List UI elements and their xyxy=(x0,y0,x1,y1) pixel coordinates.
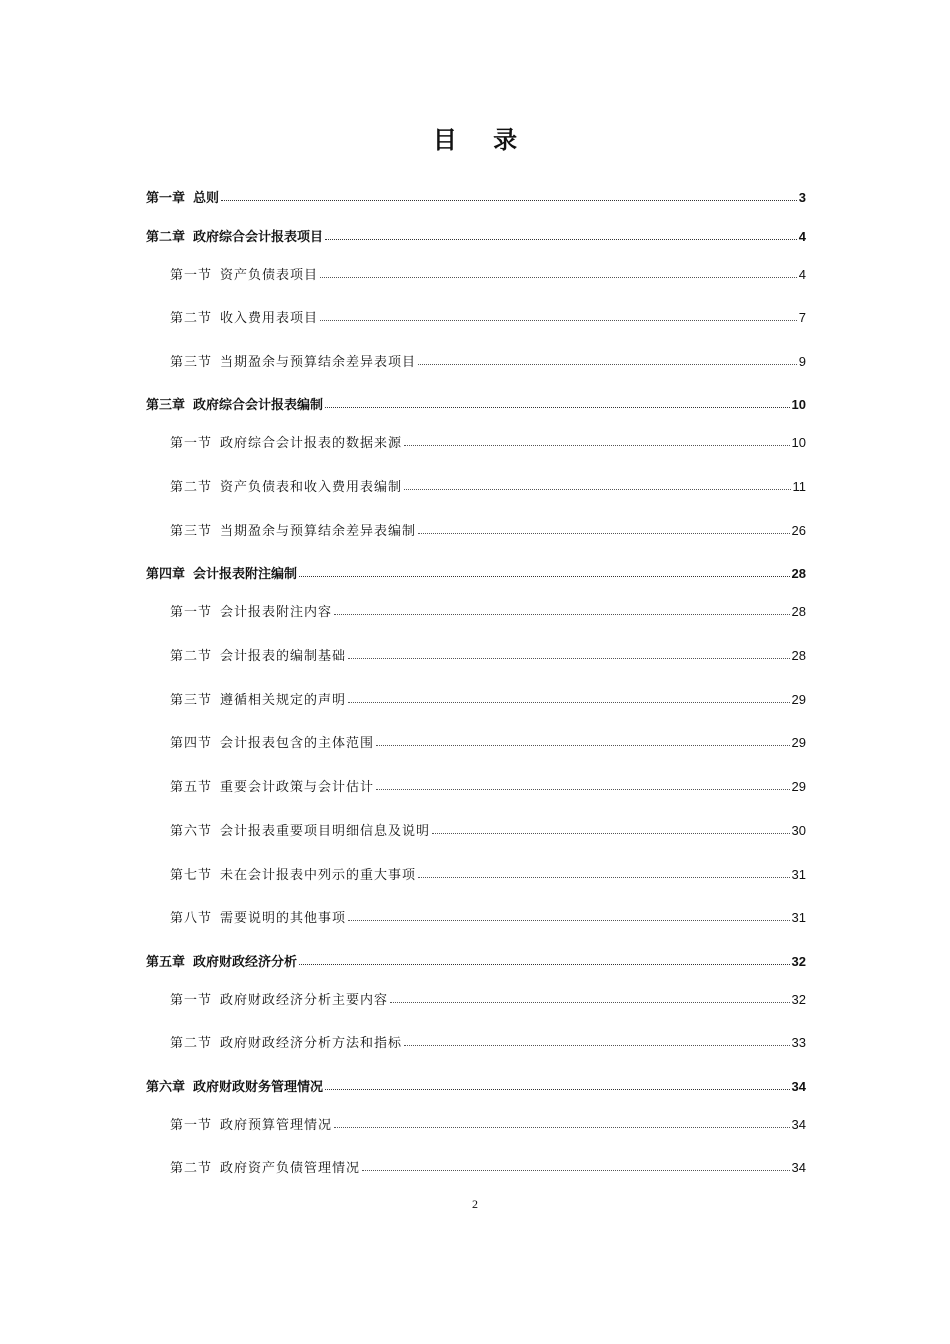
toc-entry-page: 28 xyxy=(791,604,806,619)
dot-leader xyxy=(299,564,790,578)
toc-entry-number: 第五节 xyxy=(170,780,213,795)
toc-entry-section[interactable] xyxy=(170,352,806,372)
toc-entry-number: 第二节 xyxy=(170,1036,213,1051)
toc-entry-page: 31 xyxy=(791,910,806,925)
toc-entry-text: 政府预算管理情况 xyxy=(220,1118,333,1133)
toc-entry-section[interactable] xyxy=(170,1115,806,1135)
toc-entry-label xyxy=(170,909,346,929)
dot-leader xyxy=(432,821,790,835)
dot-leader xyxy=(334,1115,790,1129)
toc-entry-page: 31 xyxy=(791,867,806,882)
toc-entry-text: 需要说明的其他事项 xyxy=(220,911,347,926)
dot-leader xyxy=(376,733,790,747)
toc-entry-label xyxy=(146,565,297,585)
dot-leader xyxy=(404,1033,790,1047)
toc-entry-label xyxy=(170,822,430,842)
dot-leader xyxy=(325,227,797,241)
toc-entry-label xyxy=(170,647,346,667)
toc-entry-number: 第二节 xyxy=(170,649,213,664)
toc-entry-section[interactable] xyxy=(170,433,806,453)
toc-entry-label xyxy=(170,603,332,623)
toc-entry-page: 11 xyxy=(792,479,806,494)
toc-entry-text: 当期盈余与预算结余差异表编制 xyxy=(220,524,417,539)
toc-entry-section[interactable] xyxy=(170,602,806,622)
toc-entry-label xyxy=(170,1034,402,1054)
toc-entry-page: 29 xyxy=(791,692,806,707)
toc-entry-label xyxy=(170,353,416,373)
toc-entry-number: 第二节 xyxy=(170,480,213,495)
toc-entry-page: 32 xyxy=(791,992,806,1007)
toc-entry-label xyxy=(170,478,402,498)
toc-entry-page: 34 xyxy=(791,1117,806,1132)
dot-leader xyxy=(418,352,797,366)
toc-entry-section[interactable] xyxy=(170,821,806,841)
toc-entry-number: 第二节 xyxy=(170,311,213,326)
toc-entry-text: 政府综合会计报表项目 xyxy=(193,230,324,245)
toc-entry-number: 第三节 xyxy=(170,693,213,708)
dot-leader xyxy=(362,1158,790,1172)
toc-entry-page: 33 xyxy=(791,1035,806,1050)
dot-leader xyxy=(221,188,797,202)
toc-entry-number: 第四章 xyxy=(146,567,186,582)
toc-entry-text: 总则 xyxy=(193,191,220,206)
toc-entry-number: 第四节 xyxy=(170,736,213,751)
toc-entry-section[interactable] xyxy=(170,521,806,541)
toc-entry-page: 9 xyxy=(798,354,806,369)
toc-entry-text: 收入费用表项目 xyxy=(220,311,319,326)
toc-entry-number: 第六节 xyxy=(170,824,213,839)
toc-entry-text: 政府财政经济分析主要内容 xyxy=(220,993,389,1008)
toc-entry-number: 第一节 xyxy=(170,436,213,451)
toc-entry-number: 第五章 xyxy=(146,955,186,970)
toc-entry-page: 3 xyxy=(798,190,806,205)
toc-entry-number: 第三章 xyxy=(146,398,186,413)
dot-leader xyxy=(404,477,790,491)
toc-entry-label xyxy=(170,991,388,1011)
dot-leader xyxy=(325,395,790,409)
toc-entry-section[interactable] xyxy=(170,777,806,797)
toc-entry-chapter[interactable] xyxy=(146,227,806,247)
dot-leader xyxy=(390,990,790,1004)
toc-entry-section[interactable] xyxy=(170,908,806,928)
toc-entry-text: 会计报表重要项目明细信息及说明 xyxy=(220,824,431,839)
toc-entry-page: 32 xyxy=(791,954,806,969)
toc-entry-page: 29 xyxy=(791,735,806,750)
toc-entry-page: 30 xyxy=(791,823,806,838)
toc-entry-label xyxy=(170,309,318,329)
dot-leader xyxy=(376,777,790,791)
toc-entry-page: 10 xyxy=(791,397,806,412)
toc-entry-number: 第一章 xyxy=(146,191,186,206)
toc-title: 目 录 xyxy=(432,126,532,154)
toc-entry-label xyxy=(170,1116,332,1136)
dot-leader xyxy=(418,865,790,879)
toc-entry-page: 26 xyxy=(791,523,806,538)
toc-entry-section[interactable] xyxy=(170,477,806,497)
toc-entry-page: 7 xyxy=(798,310,806,325)
toc-entry-number: 第三节 xyxy=(170,524,213,539)
toc-entry-page: 34 xyxy=(791,1079,806,1094)
toc-entry-chapter[interactable] xyxy=(146,1077,806,1097)
dot-leader xyxy=(348,646,790,660)
toc-entry-label xyxy=(146,396,323,416)
dot-leader xyxy=(299,952,790,966)
dot-leader xyxy=(348,690,790,704)
toc-entry-text: 政府财政财务管理情况 xyxy=(193,1080,324,1095)
dot-leader xyxy=(334,602,790,616)
toc-entry-text: 当期盈余与预算结余差异表项目 xyxy=(220,355,417,370)
toc-entry-number: 第六章 xyxy=(146,1080,186,1095)
toc-entry-label xyxy=(146,1078,323,1098)
toc-entry-number: 第一节 xyxy=(170,993,213,1008)
toc-entry-section[interactable] xyxy=(170,990,806,1010)
dot-leader xyxy=(325,1077,790,1091)
toc-entry-page: 34 xyxy=(791,1160,806,1175)
toc-entry-text: 资产负债表项目 xyxy=(220,268,319,283)
toc-entry-label xyxy=(170,691,346,711)
toc-entry-number: 第一节 xyxy=(170,605,213,620)
toc-entry-section[interactable] xyxy=(170,865,806,885)
toc-entry-text: 政府财政经济分析方法和指标 xyxy=(220,1036,403,1051)
toc-entry-section[interactable] xyxy=(170,690,806,710)
toc-entry-chapter[interactable] xyxy=(146,395,806,415)
toc-entry-text: 会计报表附注内容 xyxy=(220,605,333,620)
toc-entry-label xyxy=(170,434,402,454)
toc-entry-text: 资产负债表和收入费用表编制 xyxy=(220,480,403,495)
dot-leader xyxy=(418,521,790,535)
toc-entry-text: 会计报表包含的主体范围 xyxy=(220,736,375,751)
toc-entry-text: 政府资产负债管理情况 xyxy=(220,1161,361,1176)
toc-entry-page: 4 xyxy=(798,229,806,244)
dot-leader xyxy=(404,433,790,447)
toc-entry-page: 10 xyxy=(791,435,806,450)
toc-entry-page: 28 xyxy=(791,648,806,663)
toc-entry-text: 未在会计报表中列示的重大事项 xyxy=(220,868,417,883)
toc-entry-text: 政府综合会计报表编制 xyxy=(193,398,324,413)
toc-entry-label xyxy=(170,522,416,542)
dot-leader xyxy=(320,265,797,279)
toc-entry-number: 第一节 xyxy=(170,268,213,283)
toc-entry-label xyxy=(146,953,297,973)
toc-entry-label xyxy=(170,778,374,798)
toc-entry-number: 第七节 xyxy=(170,868,213,883)
toc-entry-section[interactable] xyxy=(170,1033,806,1053)
toc-entry-label xyxy=(146,189,219,209)
toc-entry-page: 29 xyxy=(791,779,806,794)
toc-entry-page: 28 xyxy=(791,566,806,581)
toc-entry-text: 会计报表附注编制 xyxy=(193,567,298,582)
toc-entry-section[interactable] xyxy=(170,265,806,285)
toc-entry-chapter[interactable] xyxy=(146,188,806,208)
toc-entry-chapter[interactable] xyxy=(146,564,806,584)
toc-entry-text: 政府财政经济分析 xyxy=(193,955,298,970)
toc-entry-chapter[interactable] xyxy=(146,952,806,972)
toc-entry-number: 第一节 xyxy=(170,1118,213,1133)
toc-entry-label xyxy=(170,734,374,754)
toc-entry-section[interactable] xyxy=(170,733,806,753)
toc-entry-text: 政府综合会计报表的数据来源 xyxy=(220,436,403,451)
toc-entry-section[interactable] xyxy=(170,646,806,666)
toc-entry-text: 会计报表的编制基础 xyxy=(220,649,347,664)
toc-entry-label xyxy=(170,266,318,286)
page-number: 2 xyxy=(472,1197,478,1211)
toc-entry-section[interactable] xyxy=(170,308,806,328)
toc-entry-text: 重要会计政策与会计估计 xyxy=(220,780,375,795)
toc-entry-page: 4 xyxy=(798,267,806,282)
toc-entry-text: 遵循相关规定的声明 xyxy=(220,693,347,708)
toc-entry-number: 第三节 xyxy=(170,355,213,370)
toc-entry-label xyxy=(170,1159,360,1179)
dot-leader xyxy=(348,908,790,922)
toc-entry-section[interactable] xyxy=(170,1158,806,1178)
toc-entry-label xyxy=(146,228,323,248)
toc-entry-number: 第二节 xyxy=(170,1161,213,1176)
dot-leader xyxy=(320,308,797,322)
toc-entry-number: 第八节 xyxy=(170,911,213,926)
toc-entry-label xyxy=(170,866,416,886)
toc-entry-number: 第二章 xyxy=(146,230,186,245)
